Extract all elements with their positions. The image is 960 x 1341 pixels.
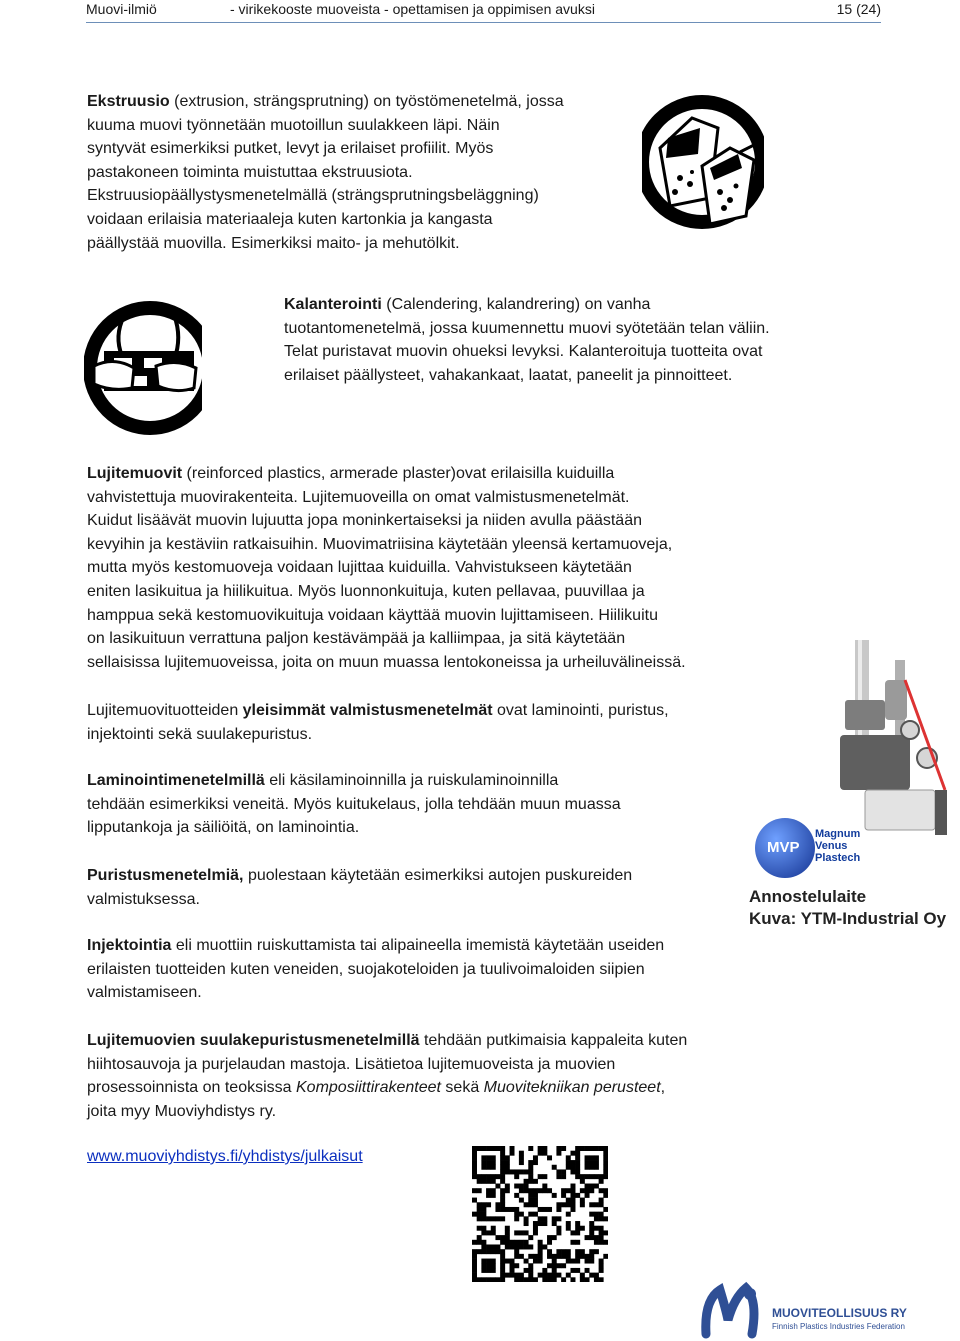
qr-code-graphic <box>472 1146 608 1282</box>
extrusion-line-2: kuuma muovi työnnetään muotoillun suulakkeen läpi. Näin <box>87 116 500 134</box>
muoviteollisuus-logo-mark <box>700 1280 762 1340</box>
reinforced-plastics-paragraph <box>87 462 767 674</box>
brand-line-1: Magnum <box>815 828 861 840</box>
calendering-line-3: Telat puristavat muovin ohueksi levyksi. Kalanteroituja tuotteita ovat <box>284 343 763 361</box>
brand-line-2: Venus <box>815 840 848 852</box>
qr-code <box>472 1146 608 1282</box>
extrusion-line-1 <box>87 90 627 114</box>
injection-line-3: valmistamiseen. <box>87 984 202 1002</box>
reinforced-term: Lujitemuovit <box>87 465 183 482</box>
compression-text: puolestaan käytetään esimerkiksi autojen puskureiden <box>243 867 633 884</box>
calendering-line-2: tuotantomenetelmä, jossa kuumennettu muovi syötetään telan väliin. <box>284 319 770 337</box>
pultrusion-line-3-end: , <box>660 1079 666 1097</box>
header-page-number: 15 (24) <box>836 1 881 17</box>
reinforced-line-9: sellaisissa lujitemuoveissa, joita on muun muassa lentokoneissa ja urheiluvälineissä. <box>87 653 686 671</box>
lamination-text: eli käsilaminoinnilla ja ruiskulaminoinnilla <box>264 772 559 789</box>
lamination-paragraph <box>87 769 727 840</box>
reinforced-line-6: eniten lasikuitua ja hiilikuitua. Myös luonnonkuituja, kuten pellavaa, puuvillaa ja <box>87 582 645 600</box>
logo-subtitle: Finnish Plastics Industries Federation <box>772 1322 905 1331</box>
extrusion-line-4: pastakoneen toiminta muistuttaa ekstruusiota. <box>87 163 413 181</box>
lamination-line-3: lipputankoja ja säiliöitä, on laminointia. <box>87 819 360 837</box>
pultrusion-line-4: joita myy Muoviyhdistys ry. <box>87 1102 277 1120</box>
reinforced-line-5: mutta myös kestomuoveja voidaan lujittaa kuiduilla. Vahvistukseen käytetään <box>87 559 632 577</box>
lamination-line-1 <box>87 769 727 793</box>
common-methods-line-1 <box>87 699 767 723</box>
pultrusion-line-3-mid: sekä <box>440 1079 484 1097</box>
injection-line-2: erilaisten tuotteiden kuten veneiden, suojakoteloiden ja tuulivoimaloiden siipien <box>87 960 645 978</box>
calendering-paragraph <box>284 293 844 387</box>
reinforced-line-7: hamppua sekä kestomuovikuituja voidaan käyttää muovin lujittamiseen. Hiilikuitu <box>87 606 658 624</box>
compression-line-2: valmistuksessa. <box>87 890 200 908</box>
photo-caption-credit: Kuva: YTM-Industrial Oy <box>749 909 947 928</box>
injection-line-1 <box>87 934 767 958</box>
injection-paragraph <box>87 934 767 1005</box>
calendering-line-4: erilaiset päällysteet, vahakankaat, laatat, paneelit ja pinnoitteet. <box>284 366 733 384</box>
pultrusion-paragraph <box>87 1029 767 1123</box>
pultrusion-text: tehdään putkimaisia kappaleita kuten <box>419 1032 688 1049</box>
reinforced-line-2: vahvistettuja muovirakenteita. Lujitemuoveilla on omat valmistusmenetelmät. <box>87 488 630 506</box>
header-section: Muovi-ilmiö <box>86 1 157 17</box>
extrusion-line-3: syntyvät esimerkiksi putket, levyt ja erilaiset profiilit. Myös <box>87 140 494 158</box>
calendering-line-1 <box>284 293 844 317</box>
pultrusion-line-1 <box>87 1029 767 1053</box>
header-subtitle: - virikekooste muoveista - opettamisen ja oppimisen avuksi <box>230 1 595 17</box>
publications-link[interactable]: www.muoviyhdistys.fi/yhdistys/julkaisut <box>87 1148 363 1165</box>
dosing-device-photo <box>745 640 960 930</box>
book-title-plastics-basics: Muovitekniikan perusteet <box>483 1079 661 1097</box>
compression-term: Puristusmenetelmiä, <box>87 867 244 884</box>
mvp-logo <box>755 818 815 878</box>
pultrusion-line-3 <box>87 1076 767 1100</box>
lamination-term: Laminointimenetelmillä <box>87 772 265 789</box>
injection-text: eli muottiin ruiskuttamista tai alipaineella imemistä käytetään useiden <box>171 937 665 954</box>
photo-caption-title: Annostelulaite <box>749 887 867 906</box>
muoviteollisuus-logo <box>700 1280 940 1340</box>
extrusion-paragraph <box>87 90 627 255</box>
common-methods-paragraph <box>87 699 767 746</box>
reinforced-text: (reinforced plastics, armerade plaster)ovat erilaisilla kuiduilla <box>182 465 615 482</box>
injection-term: Injektointia <box>87 937 172 954</box>
compression-line-1 <box>87 864 727 888</box>
reinforced-line-1 <box>87 462 767 486</box>
calendering-text: (Calendering, kalandrering) on vanha <box>381 296 651 313</box>
extrusion-line-7: päällystää muovilla. Esimerkiksi maito- ja mehutölkit. <box>87 234 460 252</box>
logo-name: MUOVITEOLLISUUS RY <box>772 1306 907 1320</box>
common-methods-post: ovat laminointi, puristus, <box>492 702 669 719</box>
reinforced-line-3: Kuidut lisäävät muovin lujuutta jopa moninkertaiseksi ja niiden avulla päästään <box>87 512 642 530</box>
book-title-composites: Komposiittirakenteet <box>296 1079 441 1097</box>
reinforced-line-4: kevyihin ja kestäviin ratkaisuihin. Muovimatriisina käytetään yleensä kertamuoveja, <box>87 535 673 553</box>
extrusion-line-6: voidaan erilaisia materiaaleja kuten kartonkia ja kangasta <box>87 210 493 228</box>
extrusion-term: Ekstruusio <box>87 93 170 110</box>
common-methods-pre: Lujitemuovituotteiden <box>87 702 243 719</box>
extrusion-line-5: Ekstruusiopäällystysmenetelmällä (strängsprutningsbeläggning) <box>87 187 539 205</box>
pultrusion-line-3-pre: prosessoinnista on teoksissa <box>87 1079 296 1097</box>
dosing-device-illustration <box>745 640 960 840</box>
extrusion-text: (extrusion, strängsprutning) on työstömenetelmä, jossa <box>169 93 564 110</box>
lamination-line-2: tehdään esimerkiksi veneitä. Myös kuitukelaus, jolla tehdään muun muassa <box>87 795 621 813</box>
calendering-hands-icon <box>84 296 204 436</box>
calendering-term: Kalanterointi <box>284 296 382 313</box>
mvp-logo-text: MVP <box>767 839 800 856</box>
page-header <box>86 0 881 23</box>
brand-line-3: Plastech <box>815 852 861 864</box>
common-methods-bold: yleisimmät valmistusmenetelmät <box>242 702 493 719</box>
common-methods-line-2: injektointi sekä suulakepuristus. <box>87 725 313 743</box>
pultrusion-term: Lujitemuovien suulakepuristusmenetelmillä <box>87 1032 420 1049</box>
extrusion-carton-icon <box>630 88 764 236</box>
mvp-brand-text <box>815 828 860 864</box>
pultrusion-line-2: hiihtosauvoja ja purjelaudan mastoja. Lisätietoa lujitemuoveista ja muovien <box>87 1055 616 1073</box>
compression-paragraph <box>87 864 727 911</box>
reinforced-line-8: on lasikuituun verrattuna paljon kestävämpää ja kalliimpaa, ja sitä käytetään <box>87 630 626 648</box>
